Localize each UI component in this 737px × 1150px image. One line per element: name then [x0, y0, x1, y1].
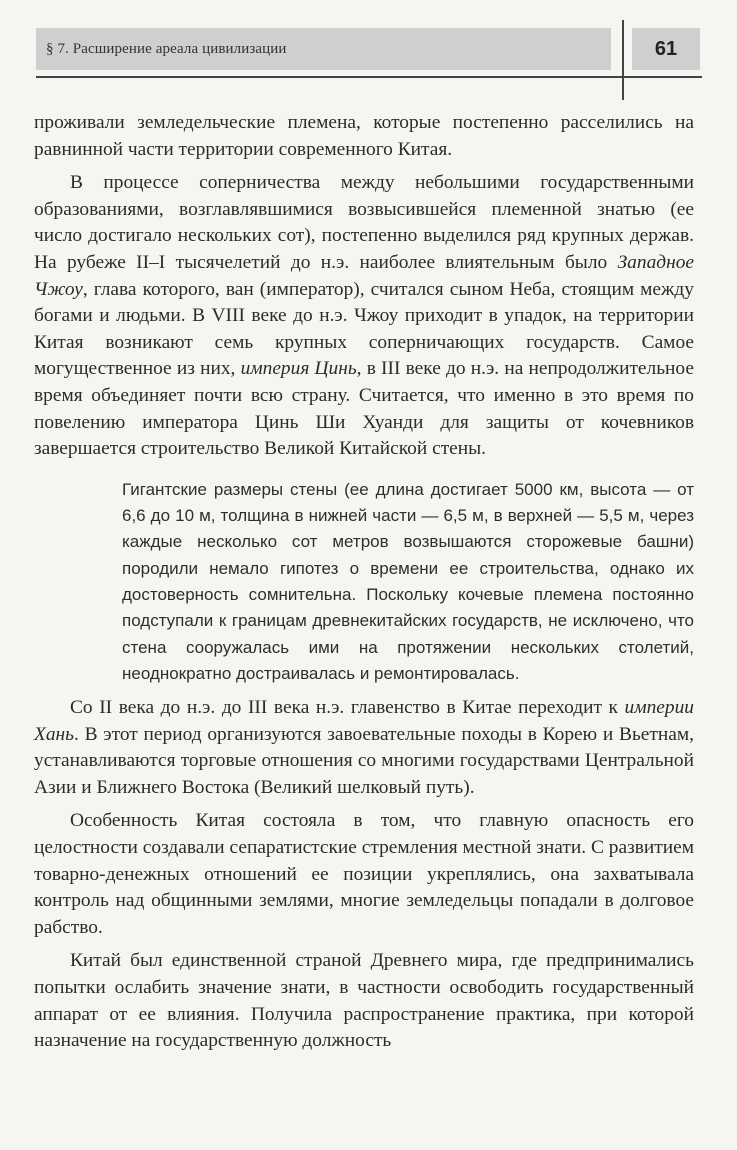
paragraph-3	[34, 695, 694, 801]
paragraph-2-text-c: , в III веке до н.э. на непродолжительное время объединяет почти всю страну. Считается, что именно в это время по повелению императора Цинь Ши Хуанди для защиты от кочевников завершается строительство Великой Китайской стены.	[34, 358, 694, 460]
paragraph-3-text-a: Со II века до н.э. до III века н.э. главенство в Китае переходит к	[70, 697, 625, 719]
paragraph-2-text-a: В процессе соперничества между небольшими государственными образованиями, возглавлявшимися возвысившейся племенной знатью (ее число достигало нескольких сот), постепенно выделился ряд крупных держав. На рубеже II–I тысячелетий до н.э. наиболее влиятельным было	[34, 172, 694, 273]
paragraph-3-text-b: . В этот период организуются завоевательные походы в Корею и Вьетнам, устанавливаются торговые отношения со многими государствами Центральной Азии и Ближнего Востока (Великий шелковый путь).	[34, 723, 694, 798]
term-han-empire: империи Хань	[34, 697, 694, 745]
paragraph-2-text-b: , глава которого, ван (император), считался сыном Неба, стоящим между богами и людьми. В VIII веке до н.э. Чжоу приходит в упадок, на территории Китая возникают семь крупных соперничающих государств. Самое могущественное из них,	[34, 278, 694, 380]
paragraph-4: Особенность Китая состояла в том, что главную опасность его целостности создавали сепаратистские стремления местной знати. С развитием товарно-денежных отношений ее позиции укреплялись, она захватывала контроль над общинными землями, многие земледельцы попадали в долговое рабство.	[34, 810, 694, 938]
header-divider-vertical	[622, 20, 624, 100]
sidebar-note-great-wall: Гигантские размеры стены (ее длина достигает 5000 км, высота — от 6,6 до 10 м, толщина в нижней части — 6,5 м, в верхней — 5,5 м, через каждые несколько сот метров возвышаются сторожевые башни) породили немало гипотез о времени ее строительства, однако их достоверность сомнительна. Поскольку кочевые племена постоянно подступали к границам древнекитайских государств, не исключено, что стена сооружалась ими на протяжении нескольких столетий, неоднократно достраивалась и ремонтировалась.	[122, 479, 694, 683]
term-western-zhou: Западное Чжоу	[34, 251, 694, 300]
paragraph-5: Китай был единственной страной Древнего мира, где предпринимались попытки ослабить значение знати, в частности освободить государственный аппарат от ее влияния. Получила распространение практика, при которой назначение на государственную должность	[34, 950, 694, 1052]
page-number: 61	[632, 28, 700, 70]
section-title: § 7. Расширение ареала цивилизации	[46, 40, 287, 57]
page-body	[34, 110, 694, 1055]
running-header	[36, 28, 611, 70]
paragraph-2	[34, 170, 694, 463]
paragraph-1: проживали земледельческие племена, которые постепенно расселились на равнинной части территории современного Китая.	[34, 112, 694, 160]
header-divider-horizontal	[36, 76, 702, 78]
term-qin-empire: империя Цинь	[240, 358, 357, 380]
